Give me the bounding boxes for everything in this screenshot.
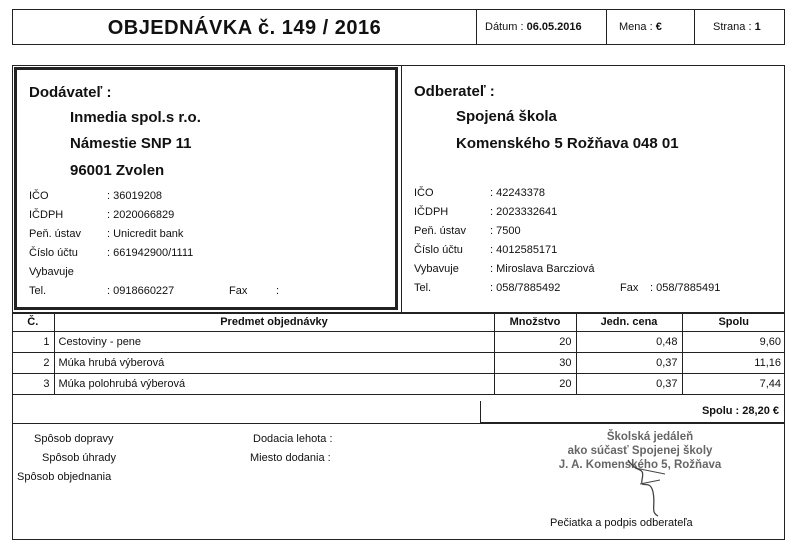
- customer-account: : 4012585171: [490, 244, 558, 256]
- customer-address: Komenského 5 Rožňava 048 01: [456, 135, 679, 152]
- supplier-fax-label: Fax: [229, 285, 248, 297]
- payment-label: Spôsob úhrady: [42, 452, 116, 464]
- row-total: 7,44: [682, 374, 785, 395]
- currency-box: [606, 9, 695, 45]
- customer-box: [402, 66, 784, 312]
- col-header-no: Č.: [12, 313, 54, 332]
- order-method-label: Spôsob objednania: [17, 471, 112, 483]
- date-label: Dátum :: [485, 21, 524, 33]
- customer-handler-label: Vybavuje: [414, 263, 459, 275]
- transport-label: Spôsob dopravy: [34, 433, 114, 445]
- supplier-account: : 661942900/1111: [107, 247, 194, 259]
- table-row: [12, 374, 785, 395]
- order-title: OBJEDNÁVKA č. 149 / 2016: [107, 17, 382, 39]
- currency-label: Mena :: [619, 21, 653, 33]
- supplier-handler-label: Vybavuje: [29, 266, 74, 278]
- date-box: [476, 9, 607, 45]
- customer-tel-label: Tel.: [414, 282, 432, 294]
- customer-icdph-label: IČDPH: [414, 206, 449, 218]
- sum-value: 28,20 €: [742, 405, 779, 417]
- signature-mark: [620, 450, 680, 520]
- table-row: [12, 353, 785, 374]
- customer-handler: : Miroslava Barcziová: [490, 263, 595, 275]
- supplier-bank-label: Peň. ústav: [29, 228, 81, 240]
- table-row: [12, 332, 785, 353]
- supplier-name: Inmedia spol.s r.o.: [70, 109, 201, 126]
- customer-tel: : 058/7885492: [490, 282, 561, 294]
- customer-icdph: : 2023332641: [490, 206, 558, 218]
- customer-bank-label: Peň. ústav: [414, 225, 466, 237]
- row-qty: 30: [494, 353, 576, 374]
- row-qty: 20: [494, 332, 576, 353]
- page-box: [694, 9, 785, 45]
- row-price: 0,37: [576, 353, 682, 374]
- customer-fax: : 058/7885491: [650, 282, 721, 294]
- currency-value: €: [655, 21, 662, 33]
- customer-bank: : 7500: [490, 225, 521, 237]
- row-total: 11,16: [682, 353, 785, 374]
- customer-heading: Odberateľ :: [414, 83, 495, 100]
- row-qty: 20: [494, 374, 576, 395]
- customer-account-label: Číslo účtu: [414, 244, 463, 256]
- items-header-row: [12, 313, 785, 332]
- sum-label: Spolu :: [701, 405, 740, 417]
- sum-line: [702, 405, 779, 417]
- row-no: 2: [12, 353, 54, 374]
- col-header-total: Spolu: [682, 313, 785, 332]
- customer-fax-label: Fax: [620, 282, 639, 294]
- delivery-term-label: Dodacia lehota :: [253, 433, 333, 445]
- customer-ico-label: IČO: [414, 187, 434, 199]
- row-total: 9,60: [682, 332, 785, 353]
- row-item: Múka polohrubá výberová: [54, 374, 494, 395]
- supplier-heading: Dodávateľ :: [29, 84, 112, 101]
- supplier-ico-label: IČO: [29, 190, 49, 202]
- customer-name: Spojená škola: [456, 108, 557, 125]
- supplier-ico: : 36019208: [107, 190, 163, 202]
- customer-ico: : 42243378: [490, 187, 546, 199]
- sum-box: [480, 401, 785, 423]
- items-table: [12, 313, 785, 395]
- col-header-qty: Množstvo: [494, 313, 576, 332]
- supplier-tel-label: Tel.: [29, 285, 47, 297]
- stamp-line-1: Školská jedáleň: [606, 431, 694, 443]
- col-header-price: Jedn. cena: [576, 313, 682, 332]
- supplier-fax: :: [276, 285, 280, 297]
- supplier-icdph-label: IČDPH: [29, 209, 64, 221]
- sum-row-divider: [12, 423, 785, 424]
- page-value: 1: [754, 21, 761, 33]
- col-header-item: Predmet objednávky: [54, 313, 494, 332]
- supplier-tel: : 0918660227: [107, 285, 175, 297]
- stamp-line-2: ako súčasť Spojenej školy: [567, 445, 713, 457]
- row-no: 3: [12, 374, 54, 395]
- row-item: Múka hrubá výberová: [54, 353, 494, 374]
- supplier-city: 96001 Zvolen: [70, 162, 165, 179]
- row-no: 1: [12, 332, 54, 353]
- header-title-box: [12, 9, 477, 45]
- supplier-box: [14, 67, 398, 310]
- supplier-icdph: : 2020066829: [107, 209, 175, 221]
- page-label: Strana :: [713, 21, 752, 33]
- stamp-line-3: J. A. Komenského 5, Rožňava: [558, 459, 722, 471]
- supplier-account-label: Číslo účtu: [29, 247, 78, 259]
- stamp-caption: Pečiatka a podpis odberateľa: [550, 517, 693, 529]
- date-value: 06.05.2016: [526, 21, 582, 33]
- row-item: Cestoviny - pene: [54, 332, 494, 353]
- delivery-place-label: Miesto dodania :: [250, 452, 331, 464]
- supplier-street: Námestie SNP 11: [70, 135, 192, 152]
- row-price: 0,37: [576, 374, 682, 395]
- row-price: 0,48: [576, 332, 682, 353]
- supplier-bank: : Unicredit bank: [107, 228, 184, 240]
